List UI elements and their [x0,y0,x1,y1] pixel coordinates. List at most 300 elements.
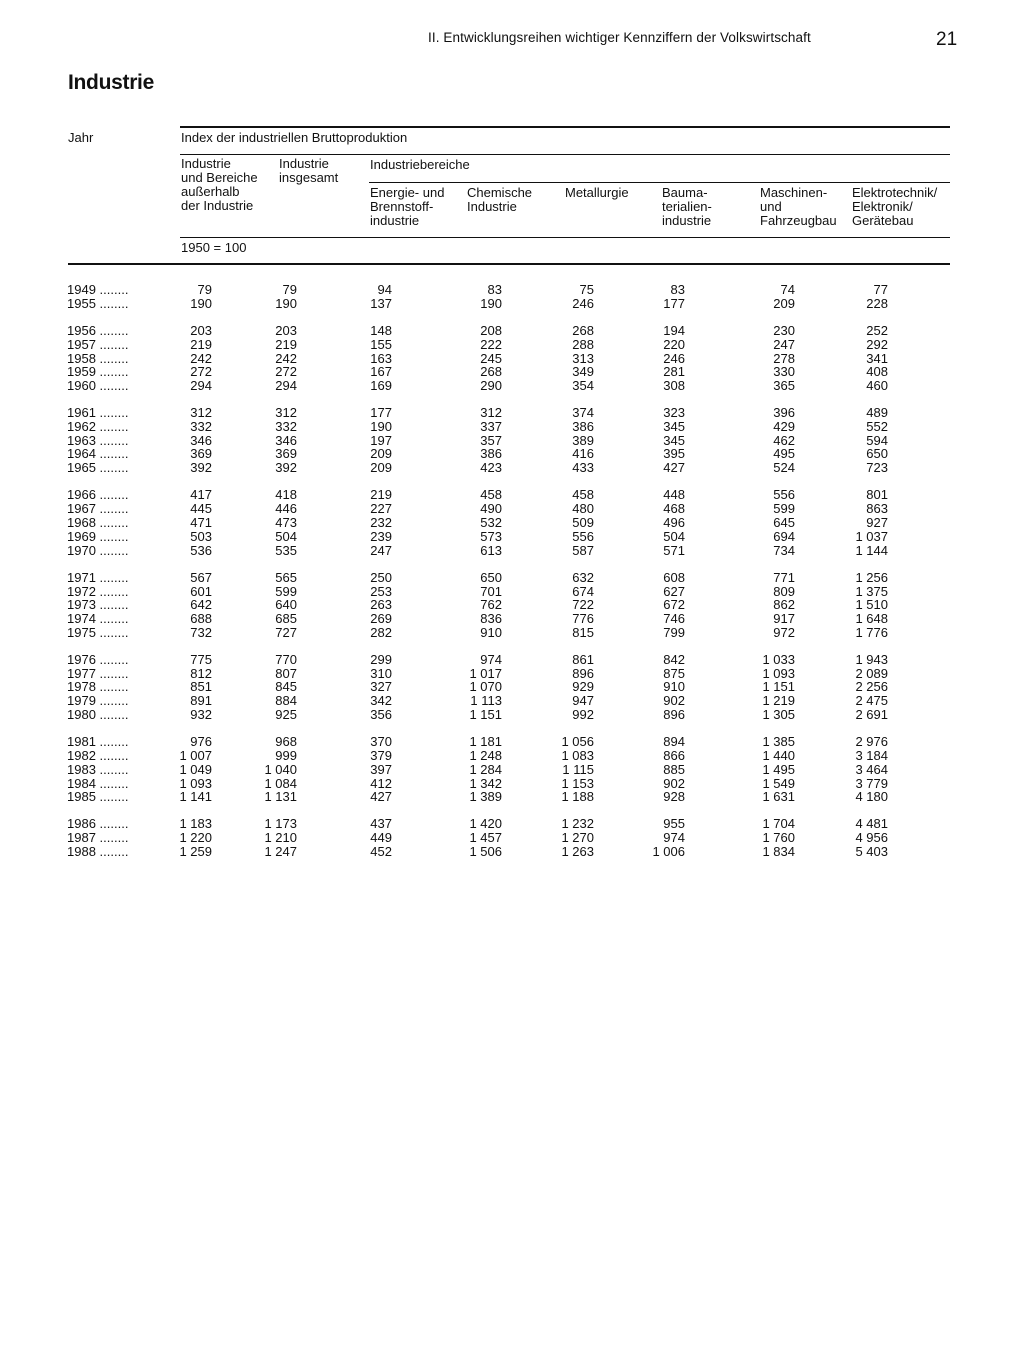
table-cell: 1 549 [762,776,795,791]
table-cell: 448 [663,487,685,502]
table-row [0,694,1024,708]
table-cell: 163 [370,351,392,366]
table-cell: 672 [663,597,685,612]
table-cell: 345 [663,433,685,448]
table-cell: 209 [773,296,795,311]
table-cell: 1 017 [469,666,502,681]
table-cell: 268 [480,364,502,379]
table-cell: 1 181 [469,734,502,749]
table-row [0,461,1024,475]
row-year: 1962 ........ [67,419,129,434]
table-cell: 812 [190,666,212,681]
table-cell: 927 [866,515,888,530]
col-header-chemical [467,186,532,214]
table-cell: 423 [480,460,502,475]
table-cell: 601 [190,584,212,599]
table-cell: 219 [370,487,392,502]
table-cell: 278 [773,351,795,366]
table-cell: 209 [370,446,392,461]
table-cell: 370 [370,734,392,749]
table-cell: 327 [370,679,392,694]
table-cell: 573 [480,529,502,544]
table-cell: 337 [480,419,502,434]
table-cell: 674 [572,584,594,599]
table-cell: 1 457 [469,830,502,845]
table-cell: 896 [572,666,594,681]
table-cell: 203 [190,323,212,338]
table-cell: 1 037 [855,529,888,544]
table-cell: 902 [663,776,685,791]
table-row [0,283,1024,297]
table-row [0,612,1024,626]
table-cell: 253 [370,584,392,599]
table-row [0,338,1024,352]
table-cell: 885 [663,762,685,777]
table-cell: 1 506 [469,844,502,859]
table-cell: 1 259 [179,844,212,859]
table-cell: 799 [663,625,685,640]
table-cell: 471 [190,515,212,530]
table-row [0,626,1024,640]
table-top-rule [180,126,950,128]
table-cell: 866 [663,748,685,763]
table-row [0,379,1024,393]
header-line: Gerätebau [852,213,914,228]
table-cell: 1 115 [562,762,594,777]
header-line: der Industrie [181,198,254,213]
table-cell: 910 [480,625,502,640]
table-cell: 894 [663,734,685,749]
year-column-label: Jahr [68,130,94,145]
table-cell: 365 [773,378,795,393]
row-year: 1968 ........ [67,515,129,530]
page-number: 21 [936,29,958,50]
table-cell: 509 [572,515,594,530]
table-cell: 3 779 [855,776,888,791]
table-cell: 389 [572,433,594,448]
table-cell: 1 389 [469,789,502,804]
table-cell: 1 188 [561,789,594,804]
table-cell: 219 [275,337,297,352]
table-cell: 1 232 [561,816,594,831]
table-cell: 386 [572,419,594,434]
table-cell: 345 [663,419,685,434]
table-cell: 242 [275,351,297,366]
table-cell: 346 [275,433,297,448]
table-cell: 902 [663,693,685,708]
header-line: Chemische [467,185,533,200]
table-row [0,735,1024,749]
header-line: Bauma- [662,185,708,200]
table-cell: 177 [663,296,685,311]
table-cell: 556 [572,529,594,544]
table-cell: 2 976 [855,734,888,749]
table-cell: 1 248 [469,748,502,763]
header-line: außerhalb [181,184,240,199]
table-cell: 2 691 [855,707,888,722]
table-cell: 722 [572,597,594,612]
table-row [0,502,1024,516]
table-cell: 632 [572,570,594,585]
col-header-energy [370,186,444,228]
table-cell: 884 [275,693,297,708]
table-cell: 552 [866,419,888,434]
table-cell: 727 [275,625,297,640]
table-cell: 3 184 [855,748,888,763]
table-cell: 94 [377,282,392,297]
table-cell: 762 [480,597,502,612]
table-cell: 458 [480,487,502,502]
header-line: Industrie [279,156,329,171]
table-cell: 312 [275,405,297,420]
row-year: 1960 ........ [67,378,129,393]
row-year: 1955 ........ [67,296,129,311]
table-cell: 1 144 [855,543,888,558]
table-cell: 1 040 [264,762,297,777]
table-cell: 1 093 [179,776,212,791]
table-cell: 928 [663,789,685,804]
table-cell: 308 [663,378,685,393]
table-cell: 83 [487,282,502,297]
row-year: 1971 ........ [67,570,129,585]
table-cell: 974 [663,830,685,845]
table-cell: 1 342 [469,776,502,791]
header-line: Industrie [181,156,231,171]
table-cell: 169 [370,378,392,393]
table-cell: 417 [190,487,212,502]
table-row [0,598,1024,612]
table-row [0,845,1024,859]
table-cell: 801 [866,487,888,502]
col-header-machinery [760,186,837,228]
header-line: insgesamt [279,170,339,185]
table-cell: 1 270 [561,830,594,845]
table-cell: 1 131 [264,789,297,804]
row-year: 1974 ........ [67,611,129,626]
table-cell: 845 [275,679,297,694]
table-cell: 955 [663,816,685,831]
table-cell: 1 084 [264,776,297,791]
table-cell: 694 [773,529,795,544]
table-cell: 282 [370,625,392,640]
table-cell: 349 [572,364,594,379]
table-cell: 640 [275,597,297,612]
table-cell: 190 [190,296,212,311]
table-cell: 1 256 [855,570,888,585]
table-cell: 999 [275,748,297,763]
header-line: Maschinen- [760,185,828,200]
running-head: II. Entwicklungsreihen wichtiger Kennziffern der Volkswirtschaft [428,30,811,45]
table-cell: 4 180 [855,789,888,804]
table-cell: 386 [480,446,502,461]
table-cell: 1 943 [855,652,888,667]
table-cell: 1 385 [762,734,795,749]
table-cell: 190 [480,296,502,311]
table-cell: 734 [773,543,795,558]
table-cell: 230 [773,323,795,338]
table-cell: 446 [275,501,297,516]
table-cell: 1 263 [561,844,594,859]
row-year: 1980 ........ [67,707,129,722]
table-row [0,297,1024,311]
table-cell: 167 [370,364,392,379]
row-year: 1963 ........ [67,433,129,448]
table-cell: 227 [370,501,392,516]
header-line: und [760,199,782,214]
row-year: 1984 ........ [67,776,129,791]
table-cell: 594 [866,433,888,448]
header-line: Elektronik/ [852,199,913,214]
table-cell: 495 [773,446,795,461]
table-cell: 836 [480,611,502,626]
row-year: 1957 ........ [67,337,129,352]
table-cell: 290 [480,378,502,393]
table-cell: 489 [866,405,888,420]
table-cell: 374 [572,405,594,420]
table-cell: 228 [866,296,888,311]
table-cell: 194 [663,323,685,338]
table-cell: 1 113 [470,693,502,708]
row-year: 1982 ........ [67,748,129,763]
table-cell: 473 [275,515,297,530]
table-cell: 299 [370,652,392,667]
table-cell: 1 834 [762,844,795,859]
table-cell: 1 173 [264,816,297,831]
table-cell: 1 220 [179,830,212,845]
table-cell: 437 [370,816,392,831]
table-cell: 490 [480,501,502,516]
table-cell: 245 [480,351,502,366]
table-cell: 1 033 [762,652,795,667]
row-year: 1977 ........ [67,666,129,681]
table-cell: 650 [866,446,888,461]
table-cell: 627 [663,584,685,599]
table-row [0,324,1024,338]
branches-rule [180,154,950,155]
table-cell: 208 [480,323,502,338]
col-header-building-materials [662,186,712,228]
table-cell: 504 [663,529,685,544]
row-year: 1983 ........ [67,762,129,777]
table-cell: 74 [780,282,795,297]
table-row [0,530,1024,544]
table-cell: 252 [866,323,888,338]
row-year: 1979 ........ [67,693,129,708]
table-cell: 842 [663,652,685,667]
table-row [0,749,1024,763]
table-cell: 968 [275,734,297,749]
table-row [0,680,1024,694]
col-header-electrical [852,186,937,228]
table-cell: 219 [190,337,212,352]
table-cell: 565 [275,570,297,585]
table-cell: 220 [663,337,685,352]
table-cell: 732 [190,625,212,640]
table-cell: 567 [190,570,212,585]
table-cell: 294 [275,378,297,393]
table-cell: 896 [663,707,685,722]
table-row [0,763,1024,777]
table-cell: 1 083 [561,748,594,763]
row-year: 1959 ........ [67,364,129,379]
table-cell: 1 007 [179,748,212,763]
table-cell: 2 475 [855,693,888,708]
table-cell: 272 [275,364,297,379]
table-cell: 571 [663,543,685,558]
row-year: 1970 ........ [67,543,129,558]
table-cell: 535 [275,543,297,558]
table-cell: 1 704 [762,816,795,831]
table-cell: 685 [275,611,297,626]
row-year: 1972 ........ [67,584,129,599]
table-cell: 429 [773,419,795,434]
table-row [0,817,1024,831]
table-cell: 861 [572,652,594,667]
table-cell: 330 [773,364,795,379]
table-cell: 250 [370,570,392,585]
section-title: Industrie [68,71,154,94]
table-cell: 458 [572,487,594,502]
table-cell: 294 [190,378,212,393]
table-cell: 1 151 [469,707,502,722]
table-cell: 976 [190,734,212,749]
table-cell: 723 [866,460,888,475]
table-cell: 341 [866,351,888,366]
table-cell: 418 [275,487,297,502]
table-cell: 917 [773,611,795,626]
table-row [0,488,1024,502]
table-cell: 190 [370,419,392,434]
table-cell: 137 [370,296,392,311]
row-year: 1966 ........ [67,487,129,502]
table-cell: 1 093 [762,666,795,681]
table-cell: 1 153 [561,776,594,791]
table-cell: 1 141 [179,789,212,804]
table-cell: 851 [190,679,212,694]
table-cell: 1 648 [855,611,888,626]
table-cell: 332 [190,419,212,434]
col-header-metallurgy [565,186,629,200]
table-cell: 815 [572,625,594,640]
table-cell: 770 [275,652,297,667]
table-row [0,365,1024,379]
table-cell: 342 [370,693,392,708]
table-cell: 246 [572,296,594,311]
table-cell: 452 [370,844,392,859]
table-cell: 268 [572,323,594,338]
table-cell: 197 [370,433,392,448]
table-cell: 532 [480,515,502,530]
table-cell: 310 [370,666,392,681]
table-cell: 863 [866,501,888,516]
table-cell: 246 [663,351,685,366]
table-row [0,571,1024,585]
header-line: terialien- [662,199,712,214]
table-cell: 688 [190,611,212,626]
table-cell: 504 [275,529,297,544]
table-cell: 974 [480,652,502,667]
table-cell: 379 [370,748,392,763]
table-cell: 79 [282,282,297,297]
row-year: 1981 ........ [67,734,129,749]
table-row [0,420,1024,434]
table-cell: 1 247 [264,844,297,859]
table-row [0,544,1024,558]
row-year: 1978 ........ [67,679,129,694]
table-cell: 462 [773,433,795,448]
table-cell: 412 [370,776,392,791]
table-cell: 1 440 [762,748,795,763]
table-cell: 599 [275,584,297,599]
table-cell: 992 [572,707,594,722]
table-cell: 269 [370,611,392,626]
table-row [0,790,1024,804]
base-rule [180,237,950,238]
table-cell: 1 006 [652,844,685,859]
row-year: 1975 ........ [67,625,129,640]
header-line: und Bereiche [181,170,258,185]
table-cell: 1 760 [762,830,795,845]
table-cell: 247 [773,337,795,352]
table-cell: 775 [190,652,212,667]
row-year: 1949 ........ [67,282,129,297]
row-year: 1976 ........ [67,652,129,667]
table-cell: 1 070 [469,679,502,694]
row-year: 1958 ........ [67,351,129,366]
table-cell: 356 [370,707,392,722]
table-cell: 369 [190,446,212,461]
table-cell: 427 [370,789,392,804]
table-cell: 155 [370,337,392,352]
table-row [0,516,1024,530]
table-cell: 1 219 [762,693,795,708]
table-cell: 177 [370,405,392,420]
table-cell: 272 [190,364,212,379]
table-cell: 650 [480,570,502,585]
table-cell: 925 [275,707,297,722]
table-cell: 263 [370,597,392,612]
table-cell: 1 151 [762,679,795,694]
table-cell: 313 [572,351,594,366]
table-cell: 1 495 [762,762,795,777]
header-line: Industrie [467,199,517,214]
table-cell: 891 [190,693,212,708]
row-year: 1967 ........ [67,501,129,516]
table-cell: 288 [572,337,594,352]
row-year: 1964 ........ [67,446,129,461]
table-cell: 613 [480,543,502,558]
table-cell: 524 [773,460,795,475]
table-cell: 392 [275,460,297,475]
table-cell: 875 [663,666,685,681]
table-cell: 1 049 [179,762,212,777]
header-line: industrie [662,213,712,228]
table-cell: 4 481 [855,816,888,831]
table-cell: 932 [190,707,212,722]
table-cell: 209 [370,460,392,475]
table-cell: 1 420 [469,816,502,831]
table-cell: 972 [773,625,795,640]
table-cell: 746 [663,611,685,626]
table-cell: 354 [572,378,594,393]
table-cell: 910 [663,679,685,694]
table-cell: 1 305 [762,707,795,722]
col-header-total-incl [181,157,258,213]
table-cell: 312 [190,405,212,420]
table-row [0,708,1024,722]
table-cell: 1 631 [762,789,795,804]
table-cell: 332 [275,419,297,434]
